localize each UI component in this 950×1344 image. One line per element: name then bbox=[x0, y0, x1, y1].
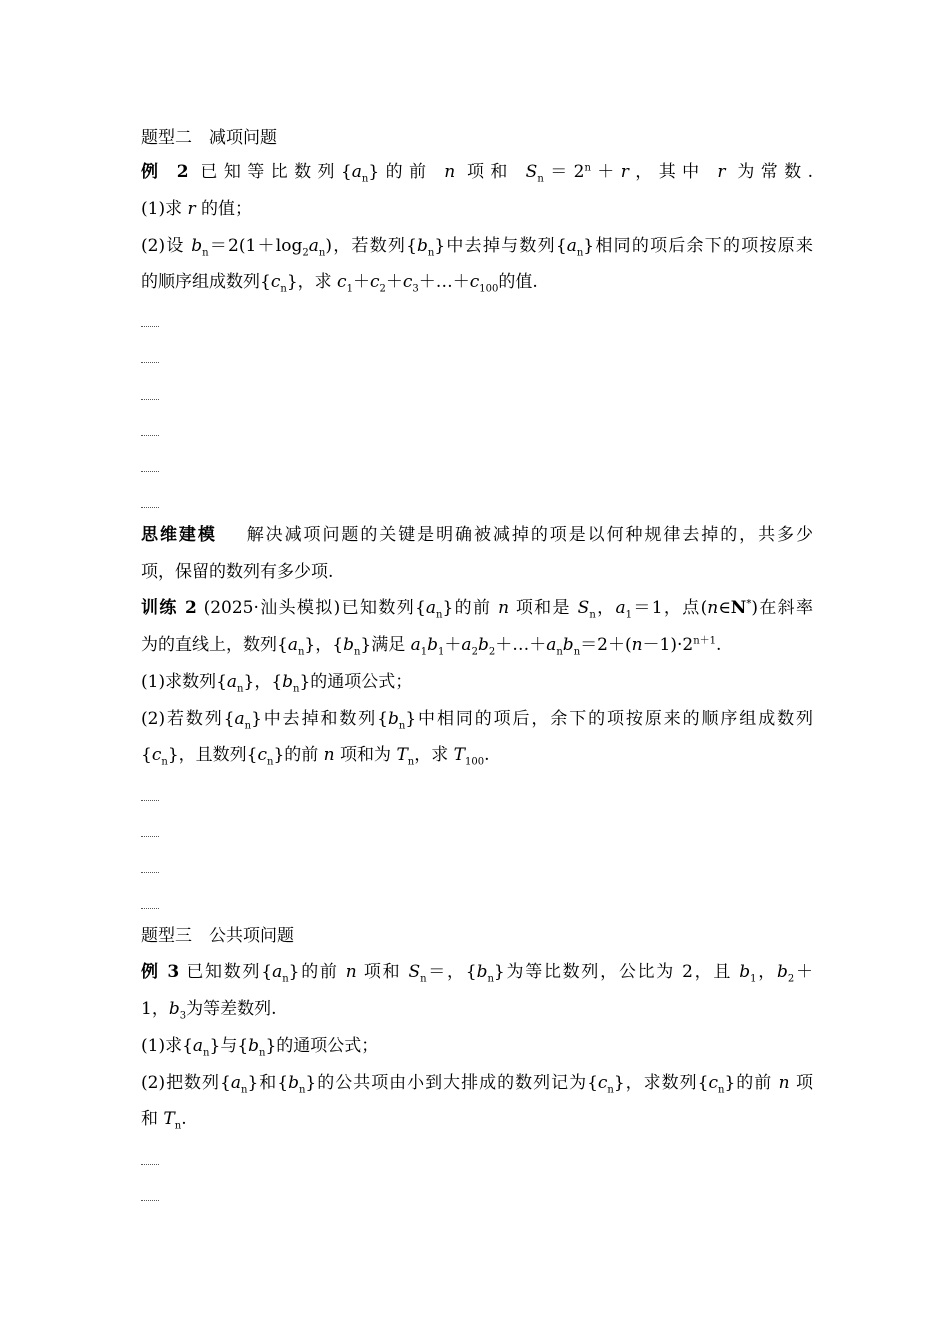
text-run: ＋ bbox=[444, 635, 462, 655]
text-run: 100 bbox=[464, 756, 485, 768]
text-run: n bbox=[345, 962, 357, 982]
text-run: (1)求 bbox=[141, 199, 188, 219]
answer-line bbox=[141, 326, 159, 327]
answer-line bbox=[141, 399, 159, 400]
text-run: a bbox=[226, 672, 238, 692]
text-run: }的前 bbox=[442, 598, 499, 618]
text-run: }中去掉和数列{ bbox=[251, 709, 388, 729]
text-run: }的通项公式； bbox=[299, 672, 413, 692]
text-run: n bbox=[778, 1073, 790, 1093]
example2-stem bbox=[141, 160, 813, 184]
text-run: －1)·2 bbox=[642, 635, 694, 655]
answer-line bbox=[141, 836, 159, 837]
text-run: n bbox=[266, 756, 274, 768]
answer-line bbox=[141, 800, 159, 801]
text-run: 为常数. bbox=[725, 162, 813, 182]
answer-line bbox=[141, 1200, 159, 1201]
text-run: n bbox=[576, 247, 584, 259]
section-heading-type2 bbox=[141, 126, 813, 150]
text-run: }和{ bbox=[247, 1073, 289, 1093]
text-run: S bbox=[525, 162, 538, 182]
text-run: n bbox=[237, 683, 244, 695]
text-run: r bbox=[717, 162, 726, 182]
text-run: 解决减项问题的关键是明确被减掉的项是以何种规律去掉的，共多少 bbox=[244, 525, 813, 545]
training2-line2 bbox=[141, 633, 813, 657]
text-run: b bbox=[776, 962, 788, 982]
text-run: n bbox=[407, 756, 415, 768]
text-run: }，且数列{ bbox=[167, 745, 258, 765]
text-run: n bbox=[398, 720, 406, 732]
text-run: 的值； bbox=[195, 199, 253, 219]
text-run: 题型二 减项问题 bbox=[141, 128, 277, 148]
text-run: ＋…＋ bbox=[495, 635, 547, 655]
text-run: n bbox=[241, 1084, 248, 1096]
answer-line bbox=[141, 908, 159, 909]
text-run: }的前 bbox=[724, 1073, 779, 1093]
text-run: * bbox=[746, 598, 752, 610]
text-run: r bbox=[620, 162, 629, 182]
text-run: ， bbox=[595, 598, 616, 618]
text-run: c bbox=[369, 272, 380, 292]
text-run: 项和 bbox=[356, 962, 409, 982]
text-run: ＋ bbox=[352, 272, 370, 292]
example2-question2-cont bbox=[141, 270, 813, 294]
text-run: ， bbox=[756, 962, 777, 982]
text-run: )在斜率 bbox=[751, 598, 814, 618]
text-run: n bbox=[161, 756, 168, 768]
text-run: b bbox=[417, 236, 428, 256]
text-run: c bbox=[402, 272, 413, 292]
text-run: 思维建模 bbox=[141, 525, 217, 545]
answer-line bbox=[141, 362, 159, 363]
text-run: (1)求{ bbox=[141, 1036, 193, 1056]
training2-question2-cont bbox=[141, 743, 813, 767]
text-run: a bbox=[461, 635, 472, 655]
text-run: 例 3 bbox=[141, 962, 180, 982]
text-run: n bbox=[631, 635, 643, 655]
text-run: ，其中 bbox=[628, 162, 718, 182]
text-run: 1， bbox=[141, 999, 169, 1019]
text-run: }满足 bbox=[360, 635, 411, 655]
text-run: a bbox=[192, 1036, 204, 1056]
answer-line bbox=[141, 1164, 159, 1165]
text-run: n bbox=[556, 646, 563, 658]
text-run: 和 bbox=[141, 1109, 164, 1129]
text-run: }相同的项后余下的项按原来 bbox=[583, 236, 814, 256]
text-run: n bbox=[280, 283, 287, 295]
text-run: c bbox=[270, 272, 281, 292]
text-run: n bbox=[282, 973, 289, 985]
text-run: c bbox=[257, 745, 267, 765]
text-run: }中相同的项后，余下的项按原来的顺序组成数列 bbox=[405, 709, 813, 729]
text-run: 1 bbox=[420, 646, 428, 658]
text-run: 项和是 bbox=[509, 598, 578, 618]
text-run: 2 bbox=[787, 973, 795, 985]
text-run: n bbox=[589, 609, 596, 621]
text-run: S bbox=[408, 962, 421, 982]
text-run: n bbox=[584, 162, 591, 174]
text-run: 题型三 公共项问题 bbox=[141, 926, 294, 946]
answer-line bbox=[141, 507, 159, 508]
text-run: n＋1 bbox=[693, 635, 717, 647]
text-run: ＝2＋( bbox=[580, 635, 632, 655]
example2-question1 bbox=[141, 197, 813, 221]
answer-line bbox=[141, 872, 159, 873]
example3-question2-cont bbox=[141, 1107, 813, 1131]
text-run: n bbox=[202, 247, 209, 259]
text-run: b bbox=[739, 962, 751, 982]
text-run: (2025·汕头模拟)已知数列{ bbox=[196, 598, 426, 618]
answer-line bbox=[141, 471, 159, 472]
text-run: b bbox=[191, 236, 203, 256]
text-run: n bbox=[259, 1047, 266, 1059]
text-run: b bbox=[388, 709, 399, 729]
text-run: }与{ bbox=[209, 1036, 249, 1056]
text-run: n bbox=[436, 609, 443, 621]
answer-line bbox=[141, 435, 159, 436]
text-run: c bbox=[469, 272, 480, 292]
text-run: (2)把数列{ bbox=[141, 1073, 231, 1093]
text-run: }，{ bbox=[243, 672, 283, 692]
text-run: n bbox=[361, 173, 369, 185]
text-run: 1 bbox=[438, 646, 445, 658]
text-run: S bbox=[577, 598, 590, 618]
text-run: n bbox=[323, 745, 335, 765]
text-run: }的前 bbox=[288, 962, 346, 982]
text-run: 2 bbox=[488, 646, 496, 658]
text-run: n bbox=[487, 973, 494, 985]
text-run: a bbox=[230, 1073, 241, 1093]
text-run: n bbox=[298, 1084, 306, 1096]
text-run: n bbox=[353, 646, 361, 658]
text-run: c bbox=[708, 1073, 718, 1093]
training2-question2 bbox=[141, 707, 813, 731]
text-run: 的顺序组成数列{ bbox=[141, 272, 271, 292]
text-run: a bbox=[410, 635, 421, 655]
text-run: n bbox=[718, 1084, 725, 1096]
text-run: 1 bbox=[750, 973, 757, 985]
text-run: }，{ bbox=[304, 635, 344, 655]
text-run: b bbox=[288, 1073, 299, 1093]
text-run: a bbox=[425, 598, 437, 618]
text-run: . bbox=[716, 635, 722, 655]
text-run: b bbox=[248, 1036, 260, 1056]
text-run: 为等差数列. bbox=[186, 999, 277, 1019]
text-run: n bbox=[427, 247, 435, 259]
text-run: n bbox=[203, 1047, 210, 1059]
text-run: . bbox=[181, 1109, 187, 1129]
text-run: n bbox=[607, 1084, 614, 1096]
text-run: n bbox=[420, 973, 427, 985]
text-run: 为的直线上，数列{ bbox=[141, 635, 288, 655]
text-run: b bbox=[476, 962, 488, 982]
text-run: a bbox=[615, 598, 626, 618]
text-run: n bbox=[707, 598, 719, 618]
text-run: ＋ bbox=[590, 162, 621, 182]
text-run: n bbox=[573, 646, 581, 658]
text-run: 2 bbox=[379, 283, 386, 295]
text-run: c bbox=[151, 745, 162, 765]
text-run: 项，保留的数列有多少项. bbox=[141, 562, 334, 582]
text-run: n bbox=[293, 683, 300, 695]
training2-question1 bbox=[141, 670, 813, 694]
example3-question2 bbox=[141, 1071, 813, 1095]
text-run: }的公共项由小到大排成的数列记为{ bbox=[305, 1073, 598, 1093]
text-run: 项和为 bbox=[334, 745, 397, 765]
text-run: 项 bbox=[789, 1073, 813, 1093]
text-run: 训练 2 bbox=[141, 598, 197, 618]
text-run: . bbox=[484, 745, 490, 765]
text-run: n bbox=[318, 247, 326, 259]
example3-stem bbox=[141, 960, 813, 984]
text-run: r bbox=[187, 199, 196, 219]
text-run: }的通项公式； bbox=[265, 1036, 379, 1056]
text-run: }的前 bbox=[368, 162, 445, 182]
text-run: T bbox=[396, 745, 408, 765]
text-run: 2 bbox=[471, 646, 478, 658]
text-run: ＝2 bbox=[543, 162, 585, 182]
text-run: 项和 bbox=[455, 162, 526, 182]
section-heading-type3 bbox=[141, 924, 813, 948]
text-run: c bbox=[337, 272, 347, 292]
text-run: 的值. bbox=[498, 272, 538, 292]
thinking-model-cont bbox=[141, 560, 813, 584]
thinking-model bbox=[141, 523, 813, 547]
text-run: }，求数列{ bbox=[613, 1073, 709, 1093]
text-run: b bbox=[168, 999, 180, 1019]
text-run: a bbox=[566, 236, 577, 256]
text-run: a bbox=[308, 236, 319, 256]
text-run: 2 bbox=[302, 247, 309, 259]
text-run: a bbox=[546, 635, 557, 655]
text-run: n bbox=[537, 173, 544, 185]
text-run: b bbox=[477, 635, 489, 655]
example3-stem-cont bbox=[141, 997, 813, 1021]
text-run: }中去掉与数列{ bbox=[434, 236, 567, 256]
text-run: n bbox=[174, 1120, 182, 1132]
text-run: ＝1，点( bbox=[632, 598, 708, 618]
text-run: N bbox=[730, 598, 747, 618]
text-run: 已知等比数列{ bbox=[188, 162, 352, 182]
text-run: a bbox=[351, 162, 362, 182]
text-run: b bbox=[343, 635, 354, 655]
text-run: (2)若数列{ bbox=[141, 709, 235, 729]
text-run: ＋ bbox=[385, 272, 403, 292]
text-run: (1)求数列{ bbox=[141, 672, 227, 692]
text-run: }为等比数列，公比为 2，且 bbox=[493, 962, 740, 982]
text-run: a bbox=[272, 962, 283, 982]
text-run: b bbox=[282, 672, 294, 692]
training2-line1 bbox=[141, 596, 813, 620]
text-run: a bbox=[234, 709, 245, 729]
text-run: 3 bbox=[412, 283, 419, 295]
text-run: { bbox=[141, 745, 152, 765]
text-run: ＝，{ bbox=[426, 962, 477, 982]
text-run: n bbox=[244, 720, 252, 732]
text-run: )，若数列{ bbox=[325, 236, 417, 256]
text-run: a bbox=[287, 635, 298, 655]
text-run: (2)设 bbox=[141, 236, 192, 256]
text-run: ＝2(1＋log bbox=[208, 236, 303, 256]
text-run: 例 2 bbox=[141, 162, 189, 182]
text-run: 已知数列{ bbox=[179, 962, 273, 982]
text-run: ＋…＋ bbox=[418, 272, 470, 292]
text-run: b bbox=[562, 635, 574, 655]
text-run: }，求 bbox=[286, 272, 338, 292]
text-run: T bbox=[163, 1109, 175, 1129]
text-run: ，求 bbox=[414, 745, 454, 765]
text-run: b bbox=[427, 635, 439, 655]
text-run: }的前 bbox=[273, 745, 324, 765]
text-run: 100 bbox=[479, 283, 499, 295]
text-run: n bbox=[498, 598, 510, 618]
text-run: 1 bbox=[625, 609, 632, 621]
text-run: c bbox=[597, 1073, 608, 1093]
example2-question2 bbox=[141, 234, 813, 258]
text-run: 3 bbox=[179, 1010, 187, 1022]
text-run: ＋ bbox=[794, 962, 813, 982]
text-run: T bbox=[453, 745, 465, 765]
text-run: ∈ bbox=[718, 598, 731, 618]
text-run: n bbox=[444, 162, 456, 182]
text-run: n bbox=[297, 646, 305, 658]
example3-question1 bbox=[141, 1034, 813, 1058]
text-run: 1 bbox=[346, 283, 353, 295]
